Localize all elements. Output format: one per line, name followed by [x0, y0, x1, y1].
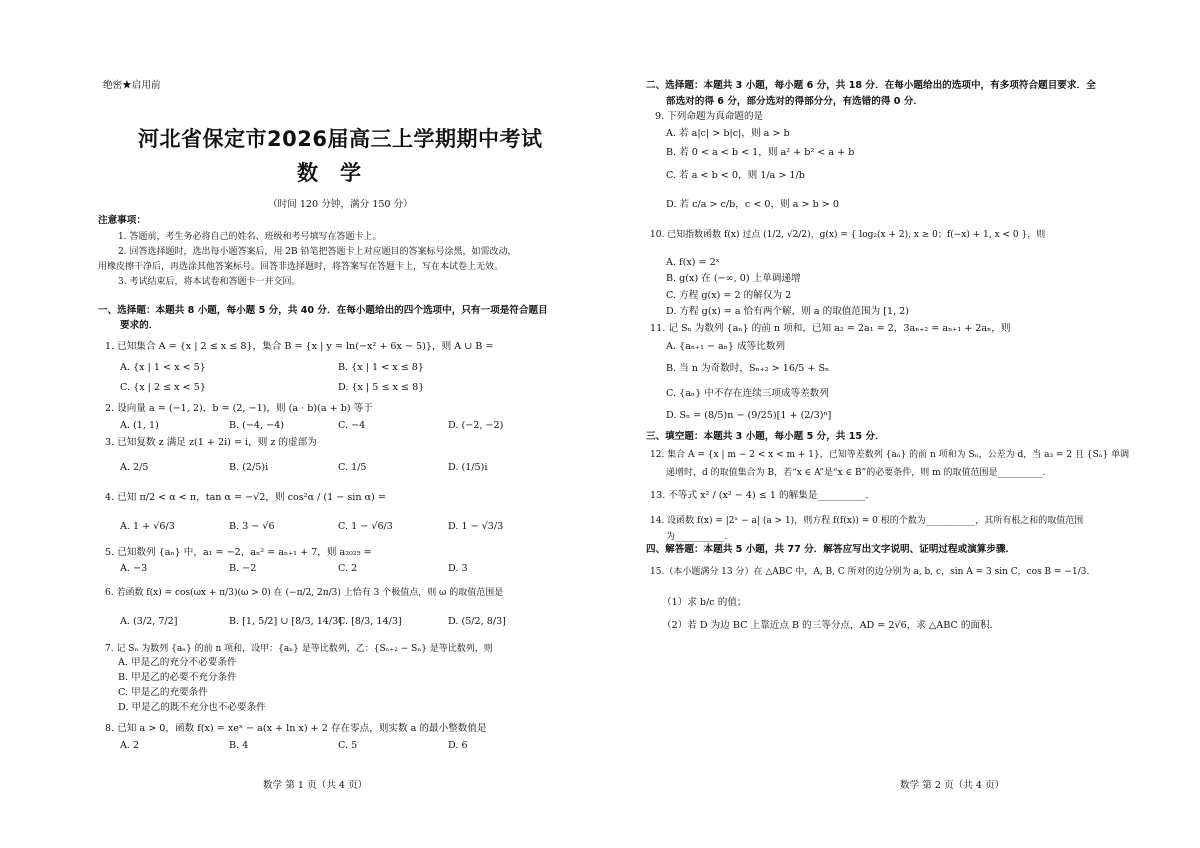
question-14-line-1: 14. 设函数 f(x) = |2ˣ − a| (a > 1)，则方程 f(f(x)) = 0 根的个数为___________，其所有根之和的取值范围: [650, 516, 1084, 526]
question-4-option-a: A. 1 + √6/3: [120, 521, 175, 532]
question-8-option-b: B. 4: [229, 740, 249, 751]
question-1-option-b: B. {x | 1 < x ≤ 8}: [338, 362, 424, 373]
question-6-stem: 6. 若函数 f(x) = cos(ωx + π/3)(ω > 0) 在 (−π/2, 2π/3) 上恰有 3 个极值点，则 ω 的取值范围是: [105, 588, 504, 598]
question-5-option-c: C. 2: [338, 563, 358, 574]
time-info: （时间 120 分钟，满分 150 分）: [268, 199, 413, 210]
page-2-footer: 数学 第 2 页（共 4 页）: [900, 780, 1005, 791]
question-11-option-a: A. {aₙ₊₁ − aₙ} 成等比数列: [666, 341, 786, 352]
question-8-option-d: D. 6: [448, 740, 468, 751]
question-2-stem: 2. 设向量 a = (−1, 2)，b = (2, −1)，则 (a · b)(a + b) 等于: [105, 403, 373, 414]
subject-title: 数学: [297, 161, 383, 185]
question-6-option-d: D. (5/2, 8/3]: [448, 616, 506, 627]
question-10-option-d: D. 方程 g(x) = a 恰有两个解，则 a 的取值范围为 [1, 2): [666, 306, 910, 317]
question-10-option-b: B. g(x) 在 (−∞, 0) 上单调递增: [666, 273, 801, 284]
question-3-option-b: B. (2/5)i: [229, 462, 269, 473]
question-4-option-d: D. 1 − √3/3: [448, 521, 504, 532]
question-9-option-b: B. 若 0 < a < b < 1，则 a² + b² < a + b: [666, 147, 855, 158]
question-3-option-c: C. 1/5: [338, 462, 367, 473]
question-8-stem: 8. 已知 a > 0，函数 f(x) = xeˣ − a(x + ln x) + 2 存在零点，则实数 a 的最小整数值是: [105, 723, 487, 734]
section-4-heading: 四、解答题：本题共 5 小题，共 77 分．解答应写出文字说明、证明过程或演算步骤．: [646, 544, 1016, 555]
exam-title: 河北省保定市2026届高三上学期期中考试: [138, 127, 543, 151]
question-15-part-1: （1）求 b/c 的值；: [662, 597, 747, 608]
question-7-stem: 7. 记 Sₙ 为数列 {aₙ} 的前 n 项和，设甲：{aₙ} 是等比数列，乙：{Sₙ₊₂ − Sₙ} 是等比数列，则: [105, 644, 493, 654]
question-2-option-d: D. (−2, −2): [448, 420, 504, 431]
question-2-option-a: A. (1, 1): [120, 420, 159, 431]
question-10-option-a: A. f(x) = 2ˣ: [666, 257, 720, 268]
notice-heading: 注意事项：: [98, 215, 146, 226]
question-6-option-a: A. (3/2, 7/2]: [120, 616, 178, 627]
question-1-stem: 1. 已知集合 A = {x | 2 ≤ x ≤ 8}，集合 B = {x | y = ln(−x² + 6x − 5)}，则 A ∪ B =: [105, 341, 494, 352]
question-4-stem: 4. 已知 π/2 < α < π，tan α = −√2，则 cos²α / (1 − sin α) =: [105, 492, 386, 503]
question-5-option-b: B. −2: [229, 563, 257, 574]
section-2-heading-cont: 部选对的得 6 分，部分选对的得部分分，有选错的得 0 分．: [666, 96, 923, 107]
question-11-stem: 11. 记 Sₙ 为数列 {aₙ} 的前 n 项和，已知 a₂ = 2a₁ = 2，3aₙ₊₂ = aₙ₊₁ + 2aₙ，则: [650, 323, 1011, 334]
question-5-option-d: D. 3: [448, 563, 468, 574]
notice-3: 3. 考试结束后，将本试卷和答题卡一并交回。: [118, 277, 301, 287]
question-5-stem: 5. 已知数列 {aₙ} 中，a₁ = −2，aₙ² = aₙ₊₁ + 7，则 a₂₀₂₅ =: [105, 547, 372, 558]
question-5-option-a: A. −3: [120, 563, 148, 574]
question-2-option-b: B. (−4, −4): [229, 420, 285, 431]
question-9-option-d: D. 若 c/a > c/b，c < 0，则 a > b > 0: [666, 199, 839, 210]
section-2-heading: 二、选择题：本题共 3 小题，每小题 6 分，共 18 分．在每小题给出的选项中，有多项符合题目要求．全: [646, 80, 1096, 91]
section-3-heading: 三、填空题：本题共 3 小题，每小题 5 分，共 15 分．: [646, 431, 885, 442]
question-7-option-a: A. 甲是乙的充分不必要条件: [118, 657, 237, 668]
question-10-stem: 10. 已知指数函数 f(x) 过点 (1/2, √2/2)，g(x) = { log₂(x + 2), x ≥ 0；f(−x) + 1, x < 0 }，则: [650, 230, 1046, 240]
question-3-option-d: D. (1/5)i: [448, 462, 488, 473]
question-12-line-2: 递增时，d 的取值集合为 B，若“x ∈ A”是“x ∈ B”的必要条件，则 m 的取值范围是__________.: [666, 468, 1046, 478]
question-13: 13. 不等式 x² / (x² − 4) ≤ 1 的解集是__________.: [650, 490, 869, 501]
question-10-option-c: C. 方程 g(x) = 2 的解仅为 2: [666, 290, 792, 301]
question-4-option-b: B. 3 − √6: [229, 521, 275, 532]
question-1-option-c: C. {x | 2 ≤ x < 5}: [120, 382, 206, 393]
question-8-option-c: C. 5: [338, 740, 358, 751]
question-11-option-b: B. 当 n 为奇数时，Sₙ₊₂ > 16/5 + Sₙ: [666, 363, 830, 374]
question-1-option-d: D. {x | 5 ≤ x ≤ 8}: [338, 382, 425, 393]
question-3-stem: 3. 已知复数 z 满足 z(1 + 2i) = i，则 z 的虚部为: [105, 437, 317, 448]
question-7-option-d: D. 甲是乙的既不充分也不必要条件: [118, 702, 266, 713]
question-2-option-c: C. −4: [338, 420, 366, 431]
section-1-heading: 一、选择题：本题共 8 小题，每小题 5 分，共 40 分．在每小题给出的四个选项中，只有一项是符合题目: [98, 305, 548, 316]
question-11-option-c: C. {aₙ} 中不存在连续三项成等差数列: [666, 388, 829, 399]
question-7-option-c: C. 甲是乙的充要条件: [118, 687, 208, 698]
question-9-option-a: A. 若 a|c| > b|c|，则 a > b: [666, 128, 790, 139]
question-15-part-2: （2）若 D 为边 BC 上靠近点 B 的三等分点，AD = 2√6，求 △ABC 的面积．: [662, 620, 1000, 631]
question-11-option-d: D. Sₙ = (8/5)n − (9/25)[1 + (2/3)ⁿ]: [666, 410, 832, 421]
section-1-heading-cont: 要求的．: [120, 320, 159, 331]
question-9-stem: 9. 下列命题为真命题的是: [655, 111, 764, 122]
question-12-line-1: 12. 集合 A = {x | m − 2 < x < m + 1}，已知等差数列 {aₙ} 的前 n 项和为 Sₙ，公差为 d，当 a₃ = 2 且 {Sₙ} 单调: [650, 450, 1130, 460]
question-9-option-c: C. 若 a < b < 0，则 1/a > 1/b: [666, 170, 805, 181]
notice-2-cont: 用橡皮擦干净后，再选涂其他答案标号。回答非选择题时，将答案写在答题卡上，写在本试卷上无效。: [98, 262, 504, 272]
question-7-option-b: B. 甲是乙的必要不充分条件: [118, 672, 237, 683]
question-6-option-c: C. [8/3, 14/3]: [338, 616, 402, 627]
notice-2: 2. 回答选择题时，选出每小题答案后，用 2B 铅笔把答题卡上对应题目的答案标号涂黑，如需改动，: [118, 247, 517, 257]
exam-page-2: [600, 0, 1200, 848]
question-8-option-a: A. 2: [120, 740, 140, 751]
question-4-option-c: C. 1 − √6/3: [338, 521, 393, 532]
notice-1: 1. 答题前，考生务必将自己的姓名、班级和考号填写在答题卡上。: [118, 232, 382, 242]
page-1-footer: 数学 第 1 页（共 4 页）: [263, 780, 368, 791]
question-1-option-a: A. {x | 1 < x < 5}: [120, 362, 206, 373]
question-3-option-a: A. 2/5: [120, 462, 149, 473]
question-15-stem: 15.（本小题满分 13 分）在 △ABC 中，A, B, C 所对的边分别为 a, b, c，sin A = 3 sin C，cos B = −1/3．: [650, 567, 1096, 577]
question-6-option-b: B. [1, 5/2] ∪ [8/3, 14/3]: [229, 616, 342, 627]
confidential-mark: 绝密★启用前: [103, 80, 161, 91]
question-14-line-2: 为___________.: [666, 532, 728, 542]
